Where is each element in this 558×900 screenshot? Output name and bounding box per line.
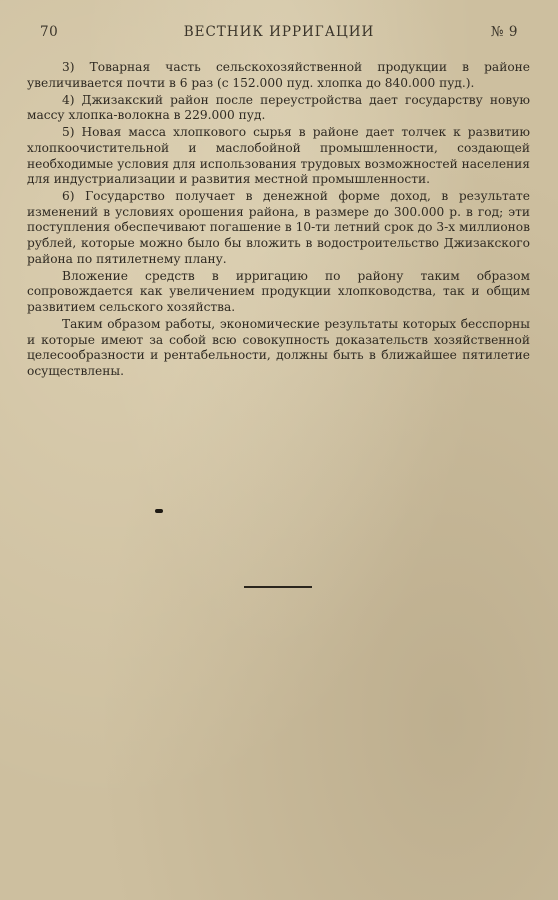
journal-title: ВЕСТНИК ИРРИГАЦИИ <box>183 24 375 40</box>
issue-number: № 9 <box>490 24 518 40</box>
paragraph-conclusion: Таким образом работы, экономические результаты которых бесспорны и которые имеют за собой всю совокупность доказательств хозяйственной целесообразности и рентабельности, должны быть в ближайшее пятилетие осуществлены. <box>27 317 530 378</box>
paragraph-item-5: 5) Новая масса хлопкового сырья в районе дает толчек к развитию хлопкоочистительной и маслобойной промышленности, создающей необходимые условия для использования трудовых возможностей населения для индустриализации и развития местной промышленности. <box>27 125 530 187</box>
paragraph-item-3: 3) Товарная часть сельскохозяйственной продукции в районе увеличивается почти в 6 раз (с 152.000 пуд. хлопка до 840.000 пуд.). <box>27 60 530 90</box>
ink-mark <box>155 509 163 513</box>
page-header <box>40 24 518 44</box>
page-number: 70 <box>40 24 59 40</box>
paragraph-item-6: 6) Государство получает в денежной форме доход, в результате изменений в условиях орошения района, в размере до 300.000 р. в год; эти поступления обеспечивают погашение в 10-ти летний срок до 3-х миллионов рублей, которые можно было бы вложить в водостроительство Джизакского района по пятилетнему плану. <box>27 189 530 266</box>
article-body <box>27 60 530 381</box>
end-rule-divider <box>244 586 312 588</box>
paragraph-investment: Вложение средств в ирригацию по району таким образом сопровождается как увеличением продукции хлопководства, так и общим развитием сельского хозяйства. <box>27 268 530 314</box>
paragraph-item-4: 4) Джизакский район после переустройства дает государству новую массу хлопка-волокна в 229.000 пуд. <box>27 92 530 123</box>
